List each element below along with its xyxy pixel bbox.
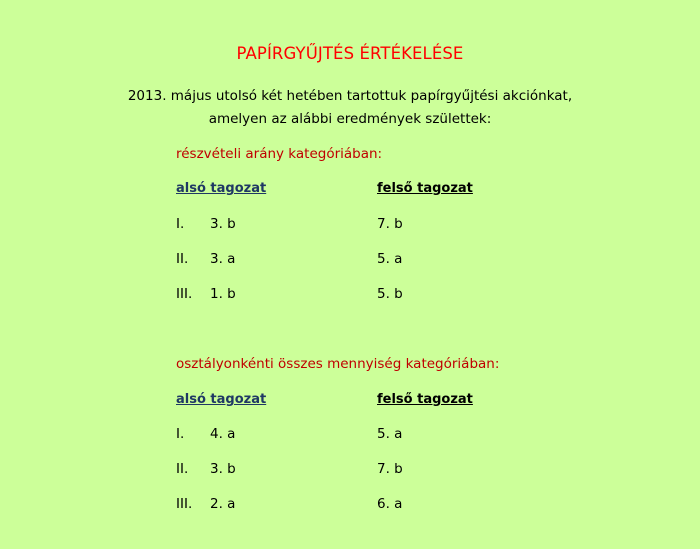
rank-label: III. [176,286,193,302]
lower-grade-class: 3. b [210,216,236,232]
lower-grade-class: 2. a [210,496,236,512]
lower-grade-class: 1. b [210,286,236,302]
upper-grade-class: 5. a [377,426,403,442]
section-heading-quantity: osztályonkénti összes mennyiség kategóriában: [176,356,500,372]
upper-grade-class: 7. b [377,216,403,232]
upper-grade-class: 7. b [377,461,403,477]
lower-grade-class: 3. b [210,461,236,477]
rank-label: II. [176,251,189,267]
intro-line-1: 2013. május utolsó két hetében tartottuk papírgyűjtési akciónkat, [127,88,573,104]
page-title: PAPÍRGYŰJTÉS ÉRTÉKELÉSE [236,44,464,63]
rank-label: II. [176,461,189,477]
rank-label: III. [176,496,193,512]
rank-label: I. [176,426,185,442]
upper-grade-header: felső tagozat [377,392,473,407]
lower-grade-header: alsó tagozat [176,392,267,407]
upper-grade-class: 5. b [377,286,403,302]
lower-grade-header: alsó tagozat [176,181,267,196]
section-heading-participation: részvételi arány kategóriában: [176,146,383,162]
intro-line-2: amelyen az alábbi eredmények születtek: [208,111,492,127]
lower-grade-class: 3. a [210,251,236,267]
upper-grade-class: 6. a [377,496,403,512]
lower-grade-class: 4. a [210,426,236,442]
upper-grade-header: felső tagozat [377,181,473,196]
upper-grade-class: 5. a [377,251,403,267]
rank-label: I. [176,216,185,232]
